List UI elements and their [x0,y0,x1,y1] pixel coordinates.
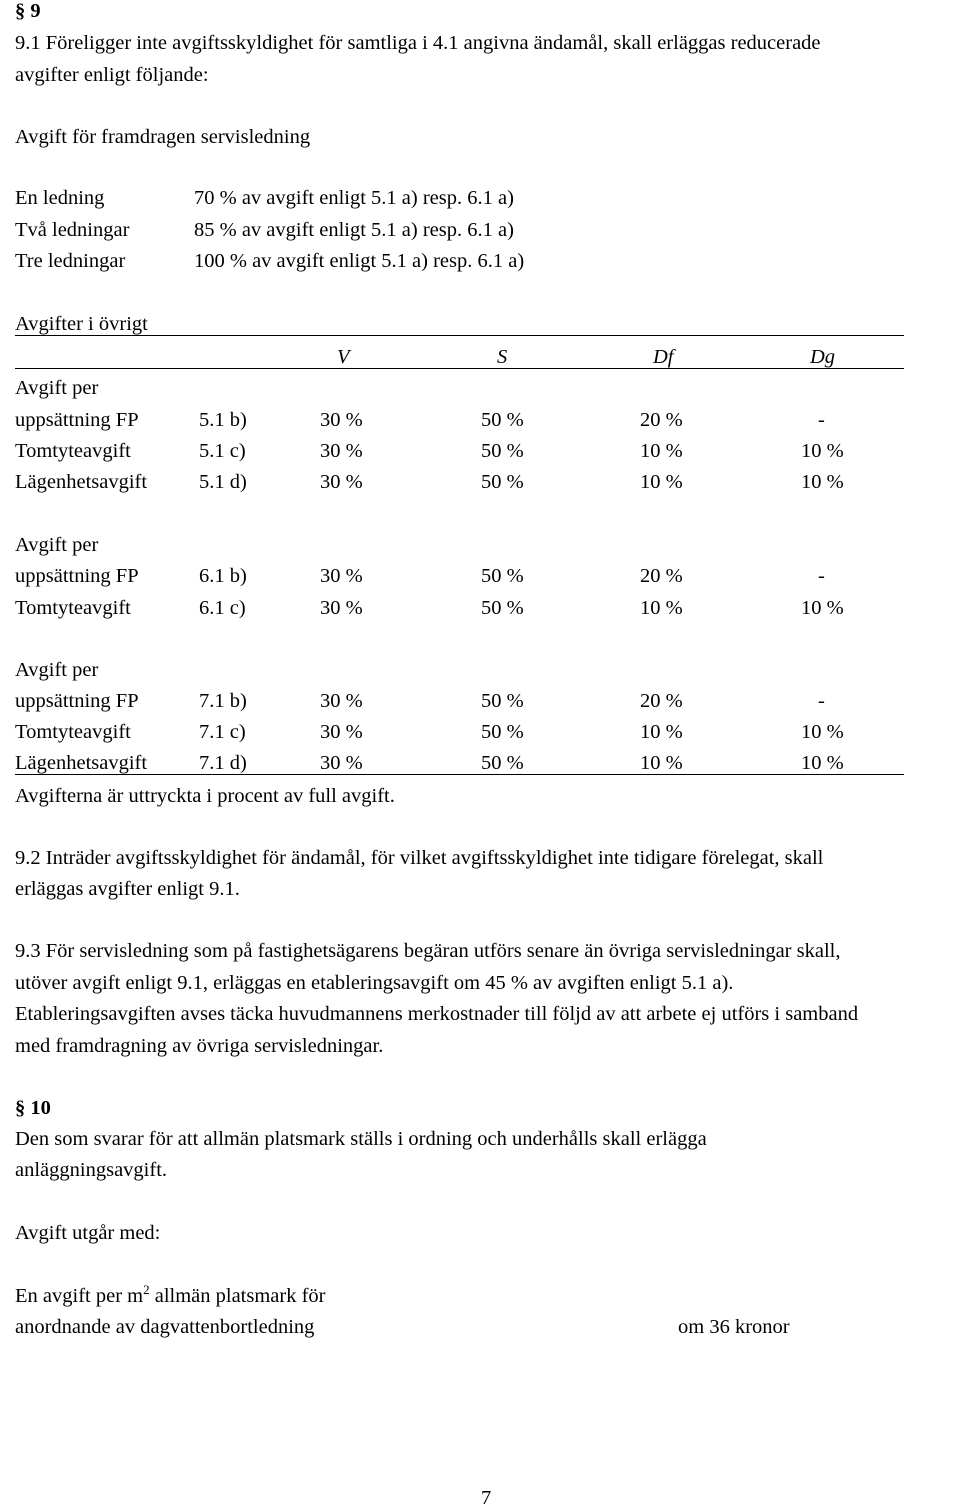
row-label: Lägenhetsavgift [15,471,148,493]
service-value: 85 % av avgift enligt 5.1 a) resp. 6.1 a) [194,219,514,241]
cell-s: 50 % [481,471,524,493]
table-note: Avgifterna är uttryckta i procent av full avgift. [15,785,395,807]
cell-v: 30 % [320,690,363,712]
row-ref: 7.1 d) [199,752,247,774]
cell-v: 30 % [320,565,363,587]
row-label: uppsättning FP [15,565,139,587]
p92-line2: erläggas avgifter enligt 9.1. [15,878,240,900]
intro-line1: 9.1 Föreligger inte avgiftsskyldighet för samtliga i 4.1 angivna ändamål, skall erläggas reducerade [15,32,821,54]
cell-df: 10 % [640,440,683,462]
fee-line1-sup: 2 [143,1282,150,1297]
group-pre-label: Avgift per [15,534,99,556]
cell-df: 10 % [640,597,683,619]
row-ref: 5.1 c) [199,440,246,462]
fee-line1 [15,1282,326,1307]
p92-line1: 9.2 Inträder avgiftsskyldighet för ändamål, för vilket avgiftsskyldighet inte tidigare förelegat, skall [15,847,824,869]
table-bottom-rule [15,774,904,775]
cell-df: 20 % [640,690,683,712]
p93-line4: med framdragning av övriga servisledningar. [15,1035,384,1057]
cell-dg: - [818,565,825,587]
page-number: 7 [481,1487,492,1509]
row-label: uppsättning FP [15,690,139,712]
fee-line2: anordnande av dagvattenbortledning [15,1316,315,1338]
cell-dg: 10 % [801,721,844,743]
cell-v: 30 % [320,409,363,431]
intro-line2: avgifter enligt följande: [15,64,209,86]
column-header-dg: Dg [810,346,836,368]
cell-dg: 10 % [801,471,844,493]
p93-line3: Etableringsavgiften avses täcka huvudmannens merkostnader till följd av att arbete ej utförs i samband [15,1003,859,1025]
service-value: 70 % av avgift enligt 5.1 a) resp. 6.1 a) [194,187,514,209]
row-ref: 7.1 c) [199,721,246,743]
row-ref: 6.1 b) [199,565,247,587]
service-label: Två ledningar [15,219,130,241]
p93-line2: utöver avgift enligt 9.1, erläggas en etableringsavgift om 45 % av avgiften enligt 5.1 a). [15,972,734,994]
cell-dg: - [818,409,825,431]
cell-v: 30 % [320,752,363,774]
column-header-v: V [337,346,350,368]
cell-dg: 10 % [801,752,844,774]
cell-df: 10 % [640,721,683,743]
cell-df: 10 % [640,752,683,774]
fee-line1-post: allmän platsmark för [149,1285,326,1307]
cell-v: 30 % [320,471,363,493]
section9-heading: § 9 [15,0,41,22]
service-value: 100 % av avgift enligt 5.1 a) resp. 6.1 a) [194,250,525,272]
cell-s: 50 % [481,565,524,587]
row-label: uppsättning FP [15,409,139,431]
row-ref: 6.1 c) [199,597,246,619]
cell-s: 50 % [481,597,524,619]
s10-line2: anläggningsavgift. [15,1159,168,1181]
row-ref: 5.1 b) [199,409,247,431]
cell-v: 30 % [320,440,363,462]
fee-line1-pre: En avgift per m [15,1285,144,1307]
cell-dg: 10 % [801,440,844,462]
cell-s: 50 % [481,752,524,774]
cell-s: 50 % [481,721,524,743]
row-label: Tomtyteavgift [15,440,131,462]
cell-v: 30 % [320,597,363,619]
cell-df: 20 % [640,409,683,431]
cell-df: 20 % [640,565,683,587]
row-label: Tomtyteavgift [15,597,131,619]
service-label: Tre ledningar [15,250,126,272]
table-header-rule [15,368,904,369]
cell-v: 30 % [320,721,363,743]
column-header-df: Df [653,346,674,368]
cell-s: 50 % [481,409,524,431]
fee-intro: Avgift utgår med: [15,1222,161,1244]
group-pre-label: Avgift per [15,377,99,399]
service-label: En ledning [15,187,105,209]
row-label: Tomtyteavgift [15,721,131,743]
row-label: Lägenhetsavgift [15,752,148,774]
column-header-s: S [497,346,508,368]
table-top-rule [15,335,904,336]
service-title: Avgift för framdragen servisledning [15,126,311,148]
section10-heading: § 10 [15,1097,51,1119]
p93-line1: 9.3 För servisledning som på fastighetsägarens begäran utförs senare än övriga servisledningar skall, [15,940,841,962]
fee-amount: om 36 kronor [678,1316,790,1338]
cell-dg: 10 % [801,597,844,619]
cell-dg: - [818,690,825,712]
row-ref: 7.1 b) [199,690,247,712]
cell-df: 10 % [640,471,683,493]
row-ref: 5.1 d) [199,471,247,493]
group-pre-label: Avgift per [15,659,99,681]
other-fees-title: Avgifter i övrigt [15,313,148,335]
cell-s: 50 % [481,690,524,712]
cell-s: 50 % [481,440,524,462]
s10-line1: Den som svarar för att allmän platsmark ställs i ordning och underhålls skall erlägga [15,1128,707,1150]
